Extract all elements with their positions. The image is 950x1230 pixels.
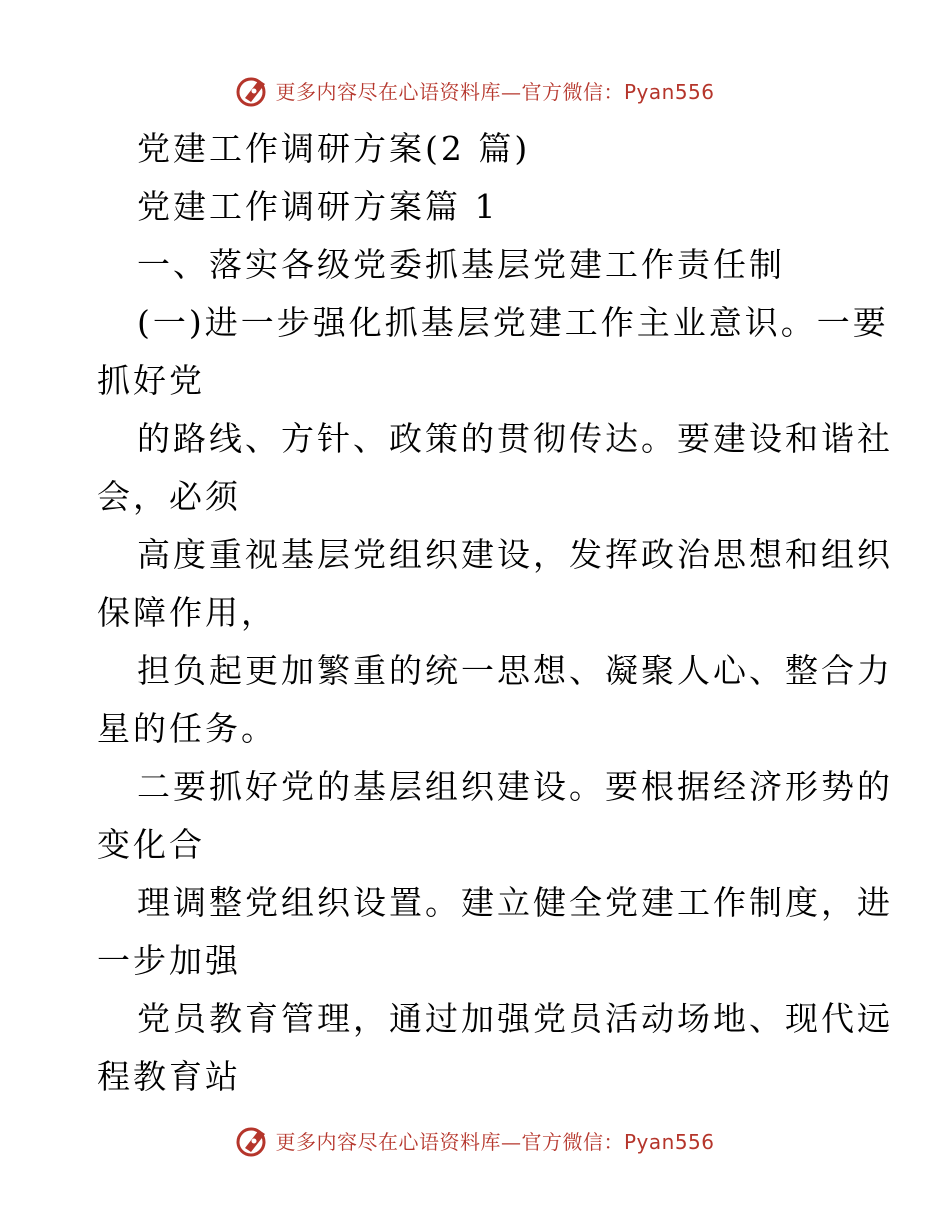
- banner-account: Pyan556: [623, 1129, 715, 1154]
- footer-watermark-banner: [0, 1120, 950, 1160]
- document-line: 星的任务。: [97, 709, 277, 748]
- document-body: [97, 120, 893, 1106]
- document-line: 二要抓好党的基层组织建设。要根据经济形势的: [137, 767, 893, 806]
- banner-text-channel: 官方微信：: [521, 79, 624, 104]
- document-line: 变化合: [97, 825, 205, 864]
- document-line: 高度重视基层党组织建设，发挥政治思想和组织: [137, 535, 893, 574]
- document-line: 理调整党组织设置。建立健全党建工作制度，进: [137, 883, 893, 922]
- document-line: 担负起更加繁重的统一思想、凝聚人心、整合力: [137, 651, 893, 690]
- document-line: 党建工作调研方案篇 1: [137, 187, 499, 226]
- banner-text-main: 更多内容尽在心语资料库—: [275, 79, 522, 104]
- document-line: (一)进一步强化抓基层党建工作主业意识。一要: [137, 303, 889, 342]
- document-line: 抓好党: [97, 361, 205, 400]
- document-line: 一、落实各级党委抓基层党建工作责任制: [137, 245, 785, 284]
- document-line: 党员教育管理，通过加强党员活动场地、现代远: [137, 999, 893, 1038]
- document-line: 保障作用，: [97, 593, 277, 632]
- pen-nib-logo-icon: [235, 1122, 271, 1158]
- document-line: 党建工作调研方案(2 篇): [137, 129, 531, 168]
- banner-text-main: 更多内容尽在心语资料库—: [275, 1129, 522, 1154]
- pen-nib-logo-icon: [235, 72, 271, 108]
- document-line: 的路线、方针、政策的贯彻传达。要建设和谐社: [137, 419, 893, 458]
- header-watermark-banner: [0, 70, 950, 110]
- document-line: 一步加强: [97, 941, 241, 980]
- document-line: 程教育站: [97, 1057, 241, 1096]
- banner-text-channel: 官方微信：: [521, 1129, 624, 1154]
- document-line: 会，必须: [97, 477, 241, 516]
- banner-account: Pyan556: [623, 79, 715, 104]
